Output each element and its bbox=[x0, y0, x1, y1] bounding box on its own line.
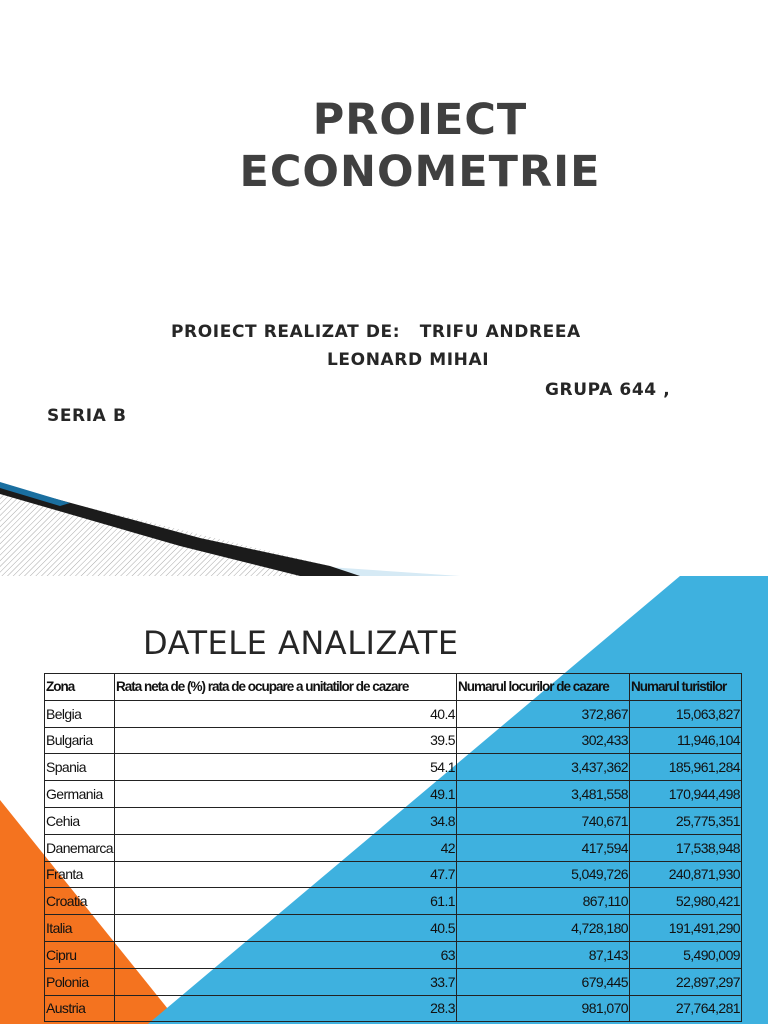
cell-zona: Italia bbox=[45, 915, 115, 942]
table-row bbox=[45, 700, 742, 727]
cell-turisti: 17,538,948 bbox=[629, 834, 741, 861]
cell-zona: Cipru bbox=[45, 941, 115, 968]
decorative-swoosh bbox=[0, 470, 768, 576]
table-row bbox=[45, 941, 742, 968]
cell-zona: Franta bbox=[45, 861, 115, 888]
cell-zona: Polonia bbox=[45, 968, 115, 995]
cell-rata: 33.7 bbox=[114, 968, 456, 995]
table-row bbox=[45, 781, 742, 808]
cell-rata: 61.1 bbox=[114, 888, 456, 915]
cell-rata: 40.5 bbox=[114, 915, 456, 942]
subtitle-authors-line: PROIECT REALIZAT DE: TRIFU ANDREEA bbox=[171, 322, 581, 342]
cell-locuri: 417,594 bbox=[456, 834, 629, 861]
data-slide bbox=[0, 576, 768, 1024]
cell-rata: 28.3 bbox=[114, 995, 456, 1022]
table-header-row bbox=[45, 674, 742, 701]
cell-zona: Cehia bbox=[45, 807, 115, 834]
cell-turisti: 52,980,421 bbox=[629, 888, 741, 915]
cell-turisti: 15,063,827 bbox=[629, 700, 741, 727]
cell-zona: Austria bbox=[45, 995, 115, 1022]
subtitle-series: SERIA B bbox=[47, 406, 127, 426]
cell-turisti: 27,764,281 bbox=[629, 995, 741, 1022]
subtitle-author-2: LEONARD MIHAI bbox=[327, 350, 490, 370]
cell-zona: Bulgaria bbox=[45, 727, 115, 754]
table-row bbox=[45, 834, 742, 861]
cell-locuri: 4,728,180 bbox=[456, 915, 629, 942]
cell-locuri: 3,481,558 bbox=[456, 781, 629, 808]
cell-locuri: 5,049,726 bbox=[456, 861, 629, 888]
cell-zona: Danemarca bbox=[45, 834, 115, 861]
cell-turisti: 191,491,290 bbox=[629, 915, 741, 942]
table-row bbox=[45, 754, 742, 781]
cell-rata: 47.7 bbox=[114, 861, 456, 888]
title-line-1: PROIECT bbox=[312, 95, 528, 145]
cell-zona: Germania bbox=[45, 781, 115, 808]
cell-rata: 40.4 bbox=[114, 700, 456, 727]
table-row bbox=[45, 995, 742, 1022]
slide-title: DATELE ANALIZATE bbox=[143, 624, 459, 662]
cell-locuri: 740,671 bbox=[456, 807, 629, 834]
cell-turisti: 25,775,351 bbox=[629, 807, 741, 834]
cell-zona: Spania bbox=[45, 754, 115, 781]
cell-zona: Croatia bbox=[45, 888, 115, 915]
cell-zona: Belgia bbox=[45, 700, 115, 727]
cell-turisti: 240,871,930 bbox=[629, 861, 741, 888]
data-table bbox=[44, 673, 742, 1022]
cell-turisti: 5,490,009 bbox=[629, 941, 741, 968]
cell-locuri: 867,110 bbox=[456, 888, 629, 915]
table-row bbox=[45, 915, 742, 942]
title-line-2: ECONOMETRIE bbox=[239, 147, 601, 197]
cell-rata: 34.8 bbox=[114, 807, 456, 834]
cell-turisti: 11,946,104 bbox=[629, 727, 741, 754]
cell-turisti: 170,944,498 bbox=[629, 781, 741, 808]
slide-title bbox=[160, 94, 680, 198]
cell-locuri: 981,070 bbox=[456, 995, 629, 1022]
cell-rata: 42 bbox=[114, 834, 456, 861]
subtitle-group: GRUPA 644 , bbox=[545, 380, 671, 400]
cell-rata: 63 bbox=[114, 941, 456, 968]
cell-rata: 54.1 bbox=[114, 754, 456, 781]
cell-rata: 49.1 bbox=[114, 781, 456, 808]
header-turisti: Numarul turistilor bbox=[629, 674, 741, 701]
cell-locuri: 302,433 bbox=[456, 727, 629, 754]
header-zona: Zona bbox=[45, 674, 115, 701]
header-locuri-cazare: Numarul locurilor de cazare bbox=[456, 674, 629, 701]
table-row bbox=[45, 861, 742, 888]
cell-locuri: 3,437,362 bbox=[456, 754, 629, 781]
cell-locuri: 372,867 bbox=[456, 700, 629, 727]
table-row bbox=[45, 888, 742, 915]
cell-locuri: 679,445 bbox=[456, 968, 629, 995]
table-row bbox=[45, 807, 742, 834]
table-row bbox=[45, 727, 742, 754]
cell-locuri: 87,143 bbox=[456, 941, 629, 968]
cell-turisti: 185,961,284 bbox=[629, 754, 741, 781]
cell-rata: 39.5 bbox=[114, 727, 456, 754]
table-row bbox=[45, 968, 742, 995]
header-rata-ocupare: Rata neta de (%) rata de ocupare a unitatilor de cazare bbox=[114, 674, 456, 701]
cell-turisti: 22,897,297 bbox=[629, 968, 741, 995]
